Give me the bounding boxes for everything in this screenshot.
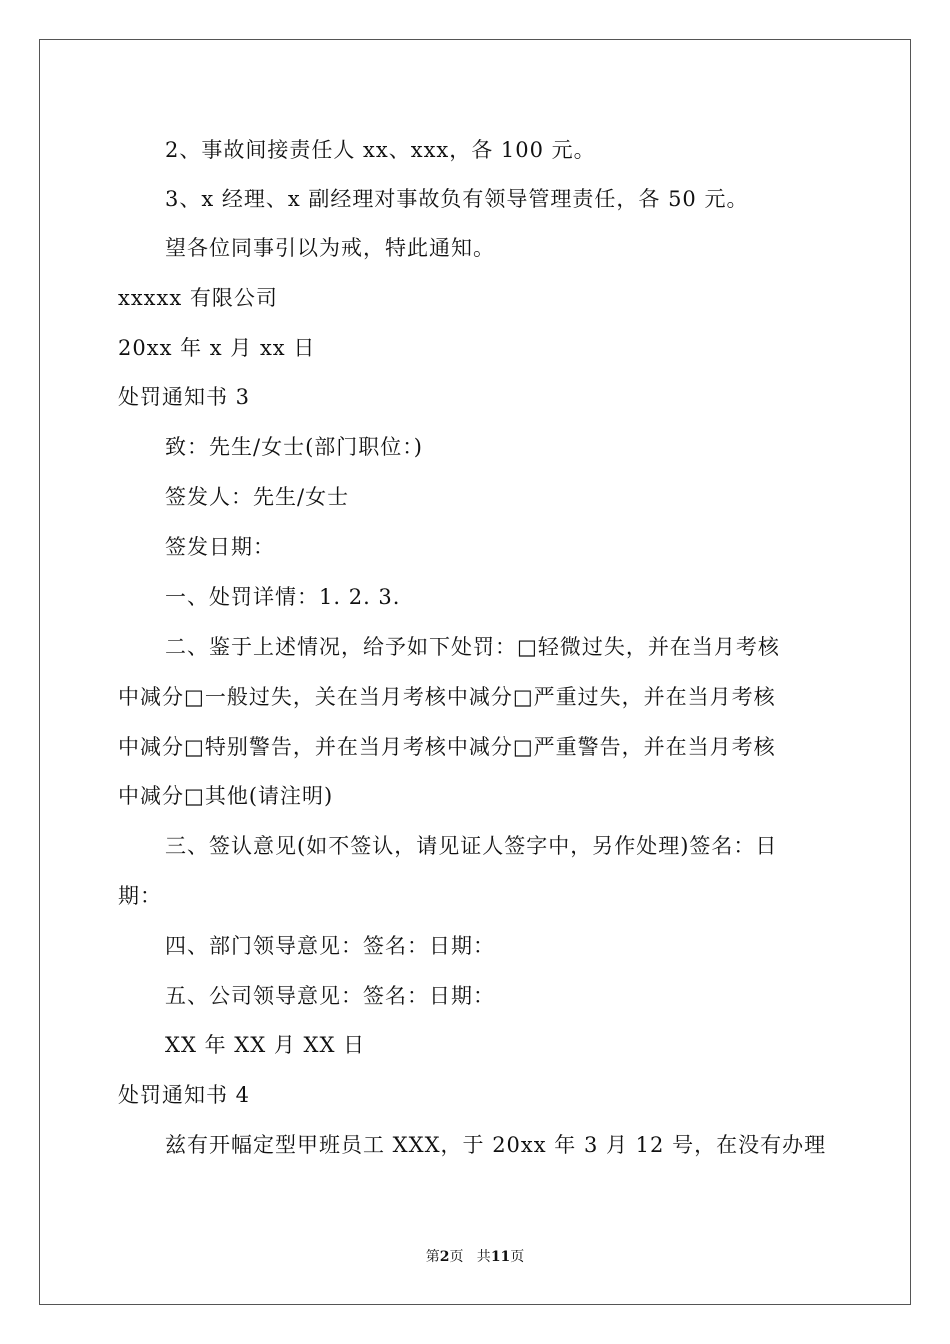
footer-total-pages: 11 xyxy=(490,1249,511,1265)
text-line: 签发人：先生/女士 xyxy=(165,485,350,509)
text-line: 20xx 年 x 月 xx 日 xyxy=(118,336,316,360)
text-line: xxxxx 有限公司 xyxy=(118,286,278,310)
text-line: 兹有开幅定型甲班员工 XXX，于 20xx 年 3 月 12 号，在没有办理 xyxy=(165,1133,827,1157)
text-line: 中减分□一般过失，关在当月考核中减分□严重过失，并在当月考核 xyxy=(118,685,776,709)
text-line: 中减分□其他(请注明) xyxy=(118,784,334,808)
text-line: 四、部门领导意见：签名：日期： xyxy=(165,934,495,958)
text-line: 3、x 经理、x 副经理对事故负有领导管理责任，各 50 元。 xyxy=(165,187,749,211)
text-line: 2、事故间接责任人 xx、xxx，各 100 元。 xyxy=(165,138,596,162)
section-heading: 处罚通知书 4 xyxy=(118,1083,251,1107)
page-border xyxy=(39,39,911,1305)
text-line: 期： xyxy=(118,884,162,908)
text-line: 三、签认意见(如不签认，请见证人签字中，另作处理)签名：日 xyxy=(165,834,778,858)
footer-suffix: 页 xyxy=(510,1249,525,1265)
text-line: 中减分□特别警告，并在当月考核中减分□严重警告，并在当月考核 xyxy=(118,735,776,759)
text-line: 一、处罚详情：1. 2. 3. xyxy=(165,585,401,609)
text-line: 望各位同事引以为戒，特此通知。 xyxy=(165,236,495,260)
page-footer xyxy=(0,1246,950,1266)
text-line: 二、鉴于上述情况，给予如下处罚：□轻微过失，并在当月考核 xyxy=(165,635,780,659)
section-heading: 处罚通知书 3 xyxy=(118,385,251,409)
text-line: XX 年 XX 月 XX 日 xyxy=(165,1033,366,1057)
footer-mid: 页 共 xyxy=(449,1249,491,1265)
footer-prefix: 第 xyxy=(425,1249,440,1265)
text-line: 签发日期： xyxy=(165,535,275,559)
text-line: 五、公司领导意见：签名：日期： xyxy=(165,984,495,1008)
footer-page-number: 2 xyxy=(439,1249,450,1265)
text-line: 致：先生/女士(部门职位：) xyxy=(165,435,423,459)
